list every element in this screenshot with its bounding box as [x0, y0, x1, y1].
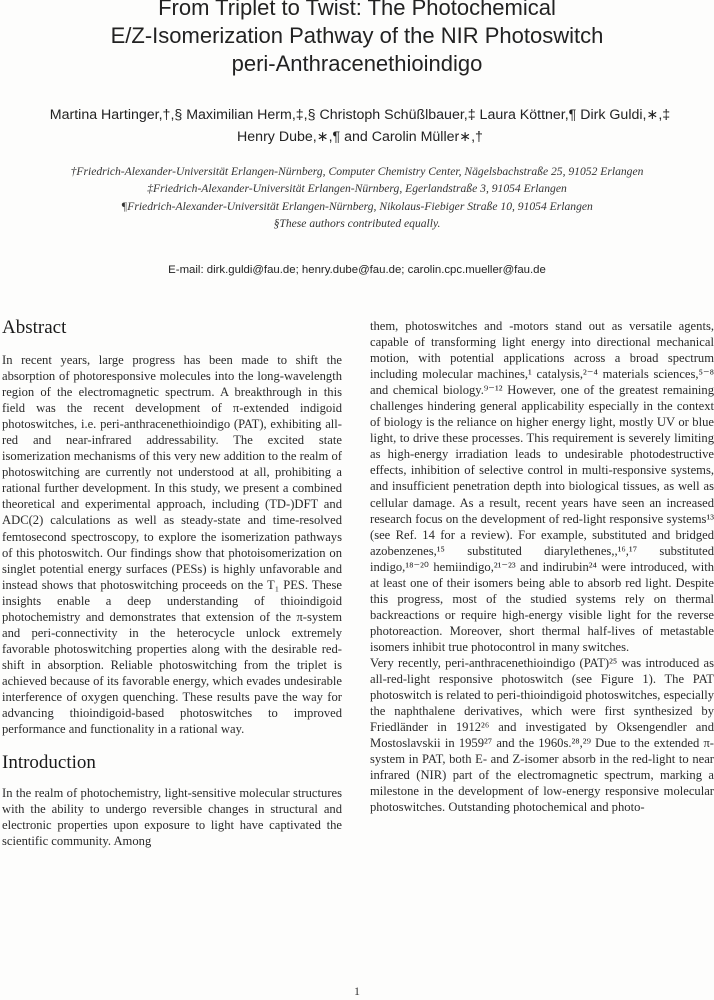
contact-email: E-mail: dirk.guldi@fau.de; henry.dube@fau.de; carolin.cpc.mueller@fau.de	[168, 264, 546, 276]
author-list: Martina Hartinger,†,§ Maximilian Herm,‡,§ Christoph Schüßlbauer,‡ Laura Köttner,¶ Dirk Guldi,∗,‡ Henry Dube,∗,¶ and Carolin Müller∗,†	[49, 107, 671, 145]
right-column	[370, 318, 714, 815]
left-column	[2, 316, 342, 849]
introduction-heading: Introduction	[2, 752, 96, 774]
introduction-text-left: In the realm of photochemistry, light-sensitive molecular structures with the ability to undergo reversible changes in structural and electronic properties upon exposure to light have captivated the scientific community. Among	[2, 786, 342, 849]
abstract-heading: Abstract	[2, 317, 67, 338]
affiliations	[20, 163, 694, 233]
page-number: 1	[354, 984, 360, 998]
title-line-1: From Triplet to Twist: The Photochemical	[158, 0, 556, 20]
abstract-text: In recent years, large progress has been made to shift the absorption of photoresponsive molecules into the long-wavelength region of the electromagnetic spectrum. A breakthrough in this field was the recent development of π-extended indigoid photoswitches, i.e. peri-anthracenethioindigo (PAT), exhibiting all-red and near-infrared addressability. The excited state isomerization mechanisms of this very new addition to the realm of photoswitching are currently not understood at all, prohibiting a rational further development. In this study, we present a combined theoretical and experimental approach, including (TD-)DFT and ADC(2) calculations as well as steady-state and time-resolved femtosecond spectroscopy, to explore the isomerization pathways of this photoswitch. Our findings show that photoisomerization on singlet potential energy surfaces (PESs) is highly unfavorable and instead shows that photoswitching proceeds on the T₁ PES. These insights enable a deep understanding of thioindigoid photochemistry and demonstrates that extension of the π-system and peri-connectivity in the heterocycle unlock extremely favorable photoswitching properties along with the desirable red-shift in absorption. Reliable photoswitching from the triplet is achieved because of its favorable energy, which evades undesirable interference of oxygen quenching. These results pave the way for advancing thioindigoid-based photoswitches to improved performance and functionality in a rational way.	[2, 353, 342, 737]
affiliation-2: ‡Friedrich-Alexander-Universität Erlangen-Nürnberg, Egerlandstraße 3, 91054 Erlangen	[147, 182, 567, 196]
affiliation-1: †Friedrich-Alexander-Universität Erlangen-Nürnberg, Computer Chemistry Center, Nägelsbachstraße 25, 91052 Erlangen	[70, 165, 644, 178]
introduction-text-right-1: them, photoswitches and -motors stand out as versatile agents, capable of transforming light energy into directional mechanical motion, with potential applications across a broad spectrum including molecular machines,¹ catalysis,²⁻⁴ materials sciences,⁵⁻⁸ and chemical biology.⁹⁻¹² However, one of the greatest remaining challenges hindering general applicability especially in the context of biology is the reliance on higher energy light, mostly UV or blue light, to drive these processes. This requirement is severely limiting as high-energy irradiation leads to undesirable photodestructive effects, inhibition of selective control in multi-responsive systems, and insufficient penetration depth into biological tissues, as well as cellular damage. As a result, recent years have seen an increased research focus on the development of red-light responsive systems¹³ (see Ref. 14 for a review). For example, substituted and bridged azobenzenes,¹⁵ substituted diarylethenes,,¹⁶,¹⁷ substituted indigo,¹⁸⁻²⁰ hemiindigo,²¹⁻²³ and indirubin²⁴ were introduced, with at least one of their isomers being able to absorb red light. Despite this progress, most of the studied systems rely on thermal backreactions or require high-energy visible light for the reverse photoreaction. Moreover, short thermal half-lives of metastable isomers inhibit true photocontrol in many switches.	[370, 319, 714, 654]
paper-title	[0, 0, 714, 78]
title-line-2: E/Z-Isomerization Pathway of the NIR Photoswitch	[110, 23, 604, 48]
introduction-text-right-2: Very recently, peri-anthracenethioindigo (PAT)²⁵ was introduced as all-red-light responsive photoswitch (see Figure 1). The PAT photoswitch is related to peri-thioindigoid photoswitches, especially the naphthalene derivatives, which were first synthesized by Friedländer in 1912²⁶ and investigated by Oksengendler and Mostoslavskii in 1959²⁷ and the 1960s.²⁸,²⁹ Due to the extended π-system in PAT, both E- and Z-isomer absorb in the red-light to near infrared (NIR) part of the electromagnetic spectrum, marking a milestone in the development of low-energy responsive molecular photoswitches. Outstanding photochemical and photo-	[370, 655, 714, 815]
affiliation-3: ¶Friedrich-Alexander-Universität Erlangen-Nürnberg, Nikolaus-Fiebiger Straße 10, 91054 Erlangen	[121, 199, 593, 213]
title-line-3: peri-Anthracenethioindigo	[231, 51, 483, 76]
equal-contribution-note: §These authors contributed equally.	[273, 217, 441, 231]
